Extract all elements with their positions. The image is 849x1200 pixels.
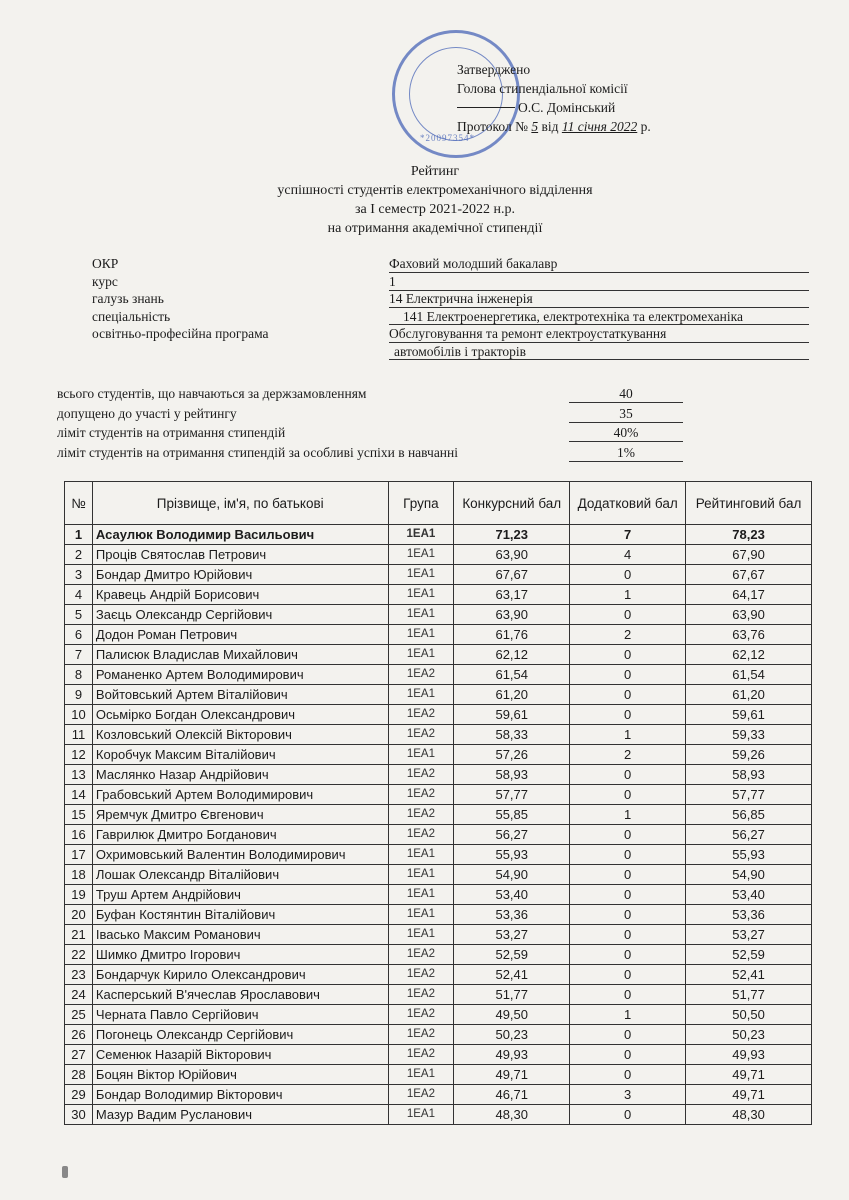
student-group: 1ЕА1: [388, 605, 454, 625]
row-number: 14: [65, 785, 93, 805]
stat-value: 40: [569, 386, 683, 403]
student-name: Бондар Володимир Вікторович: [92, 1085, 388, 1105]
additional-score: 0: [570, 945, 686, 965]
title-line-3: за І семестр 2021-2022 н.р.: [354, 202, 516, 217]
row-number: 10: [65, 705, 93, 725]
row-number: 20: [65, 905, 93, 925]
info-value: Фаховий молодший бакалавр: [389, 256, 809, 273]
additional-score: 7: [570, 525, 686, 545]
additional-score: 1: [570, 585, 686, 605]
row-number: 27: [65, 1045, 93, 1065]
student-name: Кравець Андрій Борисович: [92, 585, 388, 605]
rating-score: 55,93: [686, 845, 812, 865]
row-number: 4: [65, 585, 93, 605]
approval-position: Голова стипендіальної комісії: [457, 81, 628, 96]
table-row: [65, 1085, 812, 1105]
rating-score: 62,12: [686, 645, 812, 665]
competitive-score: 52,41: [454, 965, 570, 985]
student-group: 1ЕА1: [388, 585, 454, 605]
competitive-score: 51,77: [454, 985, 570, 1005]
rating-table: [64, 481, 812, 1125]
student-name: Козловський Олексій Вікторович: [92, 725, 388, 745]
stamp-code: *20097354*: [420, 133, 475, 143]
additional-score: 0: [570, 1045, 686, 1065]
competitive-score: 63,90: [454, 545, 570, 565]
student-group: 1ЕА1: [388, 1105, 454, 1125]
table-row: [65, 925, 812, 945]
row-number: 11: [65, 725, 93, 745]
student-name: Грабовський Артем Володимирович: [92, 785, 388, 805]
row-number: 23: [65, 965, 93, 985]
header-name: Прізвище, ім'я, по батькові: [92, 482, 388, 525]
student-name: Лошак Олександр Віталійович: [92, 865, 388, 885]
scan-mark: [62, 1166, 68, 1178]
rating-score: 53,40: [686, 885, 812, 905]
additional-score: 2: [570, 625, 686, 645]
student-name: Войтовський Артем Віталійович: [92, 685, 388, 705]
info-value: автомобілів і тракторів: [389, 344, 809, 360]
competitive-score: 58,33: [454, 725, 570, 745]
student-name: Черната Павло Сергійович: [92, 1005, 388, 1025]
rating-score: 53,27: [686, 925, 812, 945]
row-number: 9: [65, 685, 93, 705]
table-row: [65, 525, 812, 545]
protocol-prefix: Протокол №: [457, 119, 528, 134]
row-number: 19: [65, 885, 93, 905]
student-name: Мазур Вадим Русланович: [92, 1105, 388, 1125]
student-name: Охримовський Валентин Володимирович: [92, 845, 388, 865]
title-line-4: на отримання академічної стипендії: [327, 221, 543, 236]
rating-score: 67,67: [686, 565, 812, 585]
student-name: Романенко Артем Володимирович: [92, 665, 388, 685]
additional-score: 0: [570, 1065, 686, 1085]
student-group: 1ЕА2: [388, 785, 454, 805]
row-number: 8: [65, 665, 93, 685]
row-number: 3: [65, 565, 93, 585]
competitive-score: 53,27: [454, 925, 570, 945]
table-row: [65, 645, 812, 665]
competitive-score: 63,90: [454, 605, 570, 625]
rating-score: 56,85: [686, 805, 812, 825]
additional-score: 3: [570, 1085, 686, 1105]
stat-value: 40%: [569, 425, 683, 442]
additional-score: 0: [570, 965, 686, 985]
rating-score: 61,54: [686, 665, 812, 685]
student-group: 1ЕА1: [388, 645, 454, 665]
table-row: [65, 1105, 812, 1125]
student-group: 1ЕА2: [388, 1045, 454, 1065]
student-group: 1ЕА2: [388, 705, 454, 725]
student-name: Семенюк Назарій Вікторович: [92, 1045, 388, 1065]
competitive-score: 58,93: [454, 765, 570, 785]
competitive-score: 67,67: [454, 565, 570, 585]
protocol-date: 11 січня 2022: [561, 119, 638, 134]
student-group: 1ЕА2: [388, 805, 454, 825]
rating-score: 52,41: [686, 965, 812, 985]
additional-score: 0: [570, 905, 686, 925]
student-group: 1ЕА1: [388, 565, 454, 585]
table-row: [65, 985, 812, 1005]
table-row: [65, 725, 812, 745]
stat-label: допущено до участі у рейтингу: [57, 405, 237, 421]
rating-score: 48,30: [686, 1105, 812, 1125]
additional-score: 0: [570, 925, 686, 945]
student-group: 1ЕА2: [388, 765, 454, 785]
additional-score: 1: [570, 1005, 686, 1025]
info-label: освітньо-професійна програма: [92, 326, 269, 341]
rating-score: 67,90: [686, 545, 812, 565]
additional-score: 0: [570, 825, 686, 845]
rating-score: 49,71: [686, 1065, 812, 1085]
table-row: [65, 665, 812, 685]
table-row: [65, 765, 812, 785]
student-name: Бондар Дмитро Юрійович: [92, 565, 388, 585]
student-group: 1ЕА1: [388, 685, 454, 705]
additional-score: 0: [570, 865, 686, 885]
competitive-score: 54,90: [454, 865, 570, 885]
competitive-score: 50,23: [454, 1025, 570, 1045]
competitive-score: 56,27: [454, 825, 570, 845]
row-number: 25: [65, 1005, 93, 1025]
student-group: 1ЕА1: [388, 885, 454, 905]
rating-score: 56,27: [686, 825, 812, 845]
competitive-score: 52,59: [454, 945, 570, 965]
row-number: 1: [65, 525, 93, 545]
rating-score: 61,20: [686, 685, 812, 705]
table-row: [65, 605, 812, 625]
student-group: 1ЕА2: [388, 825, 454, 845]
student-group: 1ЕА2: [388, 1005, 454, 1025]
additional-score: 0: [570, 845, 686, 865]
table-row: [65, 625, 812, 645]
table-header-row: [65, 482, 812, 525]
approval-block: [457, 60, 651, 136]
additional-score: 1: [570, 725, 686, 745]
additional-score: 0: [570, 645, 686, 665]
table-row: [65, 685, 812, 705]
rating-score: 53,36: [686, 905, 812, 925]
rating-score: 78,23: [686, 525, 812, 545]
row-number: 28: [65, 1065, 93, 1085]
competitive-score: 48,30: [454, 1105, 570, 1125]
rating-score: 49,93: [686, 1045, 812, 1065]
row-number: 6: [65, 625, 93, 645]
table-row: [65, 745, 812, 765]
student-group: 1ЕА1: [388, 845, 454, 865]
row-number: 24: [65, 985, 93, 1005]
stat-label: ліміт студентів на отримання стипендій: [57, 425, 286, 440]
additional-score: 0: [570, 605, 686, 625]
competitive-score: 49,50: [454, 1005, 570, 1025]
approval-signer-line: [457, 98, 651, 117]
table-row: [65, 825, 812, 845]
student-name: Гаврилюк Дмитро Богданович: [92, 825, 388, 845]
rating-score: 50,23: [686, 1025, 812, 1045]
rating-score: 50,50: [686, 1005, 812, 1025]
rating-score: 59,33: [686, 725, 812, 745]
competitive-score: 49,93: [454, 1045, 570, 1065]
student-group: 1ЕА1: [388, 545, 454, 565]
competitive-score: 46,71: [454, 1085, 570, 1105]
rating-score: 59,26: [686, 745, 812, 765]
student-group: 1ЕА1: [388, 925, 454, 945]
student-name: Труш Артем Андрійович: [92, 885, 388, 905]
rating-score: 59,61: [686, 705, 812, 725]
student-name: Касперський В'ячеслав Ярославович: [92, 985, 388, 1005]
rating-score: 58,93: [686, 765, 812, 785]
info-label: ОКР: [92, 256, 119, 271]
student-name: Маслянко Назар Андрійович: [92, 765, 388, 785]
additional-score: 4: [570, 545, 686, 565]
table-row: [65, 885, 812, 905]
row-number: 21: [65, 925, 93, 945]
row-number: 30: [65, 1105, 93, 1125]
rating-score: 57,77: [686, 785, 812, 805]
info-label: курс: [92, 273, 118, 289]
student-name: Палисюк Владислав Михайлович: [92, 645, 388, 665]
stat-value: 35: [569, 406, 683, 423]
competitive-score: 61,54: [454, 665, 570, 685]
protocol-number: 5: [531, 119, 539, 134]
student-name: Заєць Олександр Сергійович: [92, 605, 388, 625]
student-group: 1ЕА2: [388, 725, 454, 745]
table-row: [65, 905, 812, 925]
approval-protocol: [457, 117, 651, 136]
table-row: [65, 865, 812, 885]
row-number: 7: [65, 645, 93, 665]
row-number: 29: [65, 1085, 93, 1105]
student-name: Осьмірко Богдан Олександрович: [92, 705, 388, 725]
student-group: 1ЕА1: [388, 625, 454, 645]
student-name: Шимко Дмитро Ігорович: [92, 945, 388, 965]
header-group: Група: [388, 482, 454, 525]
table-row: [65, 845, 812, 865]
competitive-score: 49,71: [454, 1065, 570, 1085]
student-group: 1ЕА2: [388, 985, 454, 1005]
additional-score: 0: [570, 885, 686, 905]
competitive-score: 59,61: [454, 705, 570, 725]
info-value: Обслуговування та ремонт електроустаткування: [389, 326, 809, 343]
additional-score: 0: [570, 985, 686, 1005]
date-suffix: р.: [640, 119, 651, 134]
competitive-score: 53,36: [454, 905, 570, 925]
student-name: Яремчук Дмитро Євгенович: [92, 805, 388, 825]
additional-score: 0: [570, 1025, 686, 1045]
student-name: Проців Святослав Петрович: [92, 545, 388, 565]
student-name: Коробчук Максим Віталійович: [92, 745, 388, 765]
approval-signer: О.С. Домінський: [518, 100, 616, 115]
student-group: 1ЕА2: [388, 1085, 454, 1105]
additional-score: 0: [570, 1105, 686, 1125]
additional-score: 2: [570, 745, 686, 765]
table-row: [65, 565, 812, 585]
student-name: Буфан Костянтин Віталійович: [92, 905, 388, 925]
student-name: Бондарчук Кирило Олександрович: [92, 965, 388, 985]
row-number: 16: [65, 825, 93, 845]
date-prefix: від: [541, 119, 559, 134]
table-row: [65, 1045, 812, 1065]
row-number: 12: [65, 745, 93, 765]
competitive-score: 62,12: [454, 645, 570, 665]
competitive-score: 61,76: [454, 625, 570, 645]
signature-line: [457, 107, 515, 108]
student-group: 1ЕА1: [388, 905, 454, 925]
row-number: 15: [65, 805, 93, 825]
row-number: 13: [65, 765, 93, 785]
document-title: [200, 162, 670, 238]
rating-score: 54,90: [686, 865, 812, 885]
additional-score: 0: [570, 705, 686, 725]
table-row: [65, 945, 812, 965]
competitive-score: 55,85: [454, 805, 570, 825]
student-name: Асаулюк Володимир Васильович: [92, 525, 388, 545]
competitive-score: 61,20: [454, 685, 570, 705]
row-number: 22: [65, 945, 93, 965]
rating-score: 49,71: [686, 1085, 812, 1105]
student-name: Боцян Віктор Юрійович: [92, 1065, 388, 1085]
additional-score: 0: [570, 685, 686, 705]
student-group: 1ЕА2: [388, 1025, 454, 1045]
table-row: [65, 705, 812, 725]
rating-table-body: [65, 525, 812, 1125]
header-score: Конкурсний бал: [454, 482, 570, 525]
student-group: 1ЕА1: [388, 865, 454, 885]
rating-score: 64,17: [686, 585, 812, 605]
rating-score: 63,90: [686, 605, 812, 625]
student-name: Додон Роман Петрович: [92, 625, 388, 645]
stat-value: 1%: [569, 445, 683, 462]
student-group: 1ЕА1: [388, 525, 454, 545]
table-row: [65, 965, 812, 985]
competitive-score: 53,40: [454, 885, 570, 905]
row-number: 18: [65, 865, 93, 885]
competitive-score: 55,93: [454, 845, 570, 865]
student-group: 1ЕА1: [388, 745, 454, 765]
title-line-1: Рейтинг: [410, 164, 460, 179]
additional-score: 1: [570, 805, 686, 825]
rating-score: 51,77: [686, 985, 812, 1005]
rating-score: 63,76: [686, 625, 812, 645]
additional-score: 0: [570, 565, 686, 585]
student-name: Погонець Олександр Сергійович: [92, 1025, 388, 1045]
rating-score: 52,59: [686, 945, 812, 965]
info-label: галузь знань: [92, 291, 164, 306]
table-row: [65, 1025, 812, 1045]
competitive-score: 57,26: [454, 745, 570, 765]
row-number: 5: [65, 605, 93, 625]
header-rating: Рейтинговий бал: [686, 482, 812, 525]
table-row: [65, 585, 812, 605]
table-row: [65, 805, 812, 825]
row-number: 17: [65, 845, 93, 865]
additional-score: 0: [570, 665, 686, 685]
info-value: 141 Електроенергетика, електротехніка та електромеханіка: [389, 309, 809, 325]
table-row: [65, 785, 812, 805]
info-value: 14 Електрична інженерія: [389, 291, 809, 308]
additional-score: 0: [570, 765, 686, 785]
additional-score: 0: [570, 785, 686, 805]
approval-heading: Затверджено: [457, 62, 531, 77]
table-row: [65, 1005, 812, 1025]
student-group: 1ЕА2: [388, 945, 454, 965]
stat-label: ліміт студентів на отримання стипендій за особливі успіхи в навчанні: [57, 444, 459, 460]
row-number: 26: [65, 1025, 93, 1045]
student-group: 1ЕА2: [388, 665, 454, 685]
competitive-score: 63,17: [454, 585, 570, 605]
table-row: [65, 545, 812, 565]
stat-label: всього студентів, що навчаються за держзамовленням: [57, 386, 367, 401]
row-number: 2: [65, 545, 93, 565]
header-extra: Додатковий бал: [570, 482, 686, 525]
student-group: 1ЕА1: [388, 1065, 454, 1085]
student-group: 1ЕА2: [388, 965, 454, 985]
student-name: Івасько Максим Романович: [92, 925, 388, 945]
table-row: [65, 1065, 812, 1085]
header-number: №: [65, 482, 93, 525]
competitive-score: 57,77: [454, 785, 570, 805]
info-value: 1: [389, 274, 809, 291]
competitive-score: 71,23: [454, 525, 570, 545]
info-label: спеціальність: [92, 308, 171, 324]
title-line-2: успішності студентів електромеханічного відділення: [277, 183, 593, 198]
